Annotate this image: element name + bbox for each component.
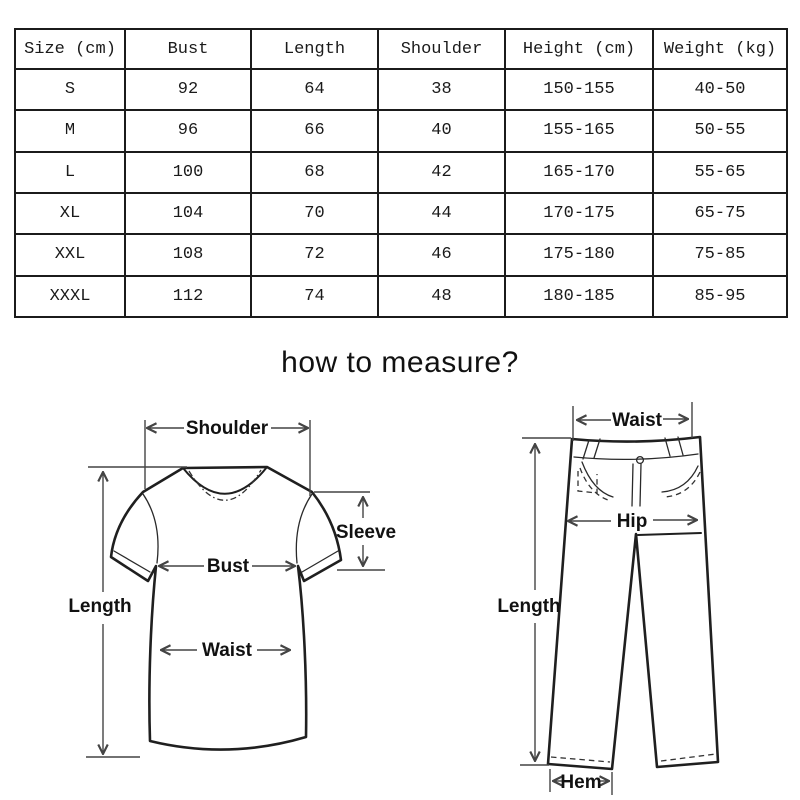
size-cell: 70: [251, 193, 378, 234]
pants-length-label: Length: [497, 596, 561, 617]
table-row-s: [15, 69, 787, 110]
size-cell: 180-185: [505, 276, 653, 317]
sleeve-label: Sleeve: [335, 522, 397, 543]
size-cell: 66: [251, 110, 378, 151]
size-cell: 112: [125, 276, 251, 317]
size-cell: 38: [378, 69, 505, 110]
size-cell: 64: [251, 69, 378, 110]
pocket-right: [662, 466, 698, 492]
column-header-weight: Weight (kg): [653, 29, 787, 69]
crotch-seam: [638, 533, 701, 535]
size-cell: S: [15, 69, 125, 110]
size-cell: 68: [251, 152, 378, 193]
size-cell: L: [15, 152, 125, 193]
size-cell: 85-95: [653, 276, 787, 317]
column-header-bust: Bust: [125, 29, 251, 69]
size-cell: 92: [125, 69, 251, 110]
size-cell: 72: [251, 234, 378, 275]
size-cell: XXXL: [15, 276, 125, 317]
size-cell: XL: [15, 193, 125, 234]
size-cell: 175-180: [505, 234, 653, 275]
table-row-xxxl: [15, 276, 787, 317]
pocket-left-stitch: [580, 468, 611, 501]
size-cell: XXL: [15, 234, 125, 275]
hem-stitch-right: [661, 754, 716, 761]
size-cell: 42: [378, 152, 505, 193]
measurement-diagram: [0, 390, 800, 800]
size-cell: 46: [378, 234, 505, 275]
header-row: [15, 29, 787, 69]
size-cell: 75-85: [653, 234, 787, 275]
column-header-size: Size (cm): [15, 29, 125, 69]
table-row-xxl: [15, 234, 787, 275]
size-cell: 96: [125, 110, 251, 151]
hem-label: Hem: [560, 772, 602, 793]
sleeve-seam-right: [296, 494, 312, 563]
hip-label: Hip: [616, 511, 648, 532]
pants-annotations: [497, 402, 697, 795]
fly-stitch: [632, 464, 641, 506]
waist-label: Waist: [202, 640, 252, 661]
size-cell: 150-155: [505, 69, 653, 110]
hem-stitch-left: [551, 757, 610, 762]
size-cell: 155-165: [505, 110, 653, 151]
column-header-height: Height (cm): [505, 29, 653, 69]
size-cell: M: [15, 110, 125, 151]
tshirt-outline: [111, 467, 341, 750]
length-label: Length: [68, 596, 132, 617]
button: [637, 457, 644, 464]
bust-label: Bust: [206, 556, 250, 577]
size-cell: 100: [125, 152, 251, 193]
size-cell: 55-65: [653, 152, 787, 193]
column-header-length: Length: [251, 29, 378, 69]
size-cell: 170-175: [505, 193, 653, 234]
size-chart-table: [14, 28, 788, 318]
size-cell: 44: [378, 193, 505, 234]
size-cell: 74: [251, 276, 378, 317]
size-cell: 40-50: [653, 69, 787, 110]
size-cell: 50-55: [653, 110, 787, 151]
shoulder-label: Shoulder: [185, 418, 269, 439]
tshirt-annotations: [68, 418, 396, 757]
table-row-m: [15, 110, 787, 151]
table-row-xl: [15, 193, 787, 234]
section-title: how to measure?: [281, 346, 519, 379]
waistband-seam: [574, 454, 698, 459]
size-cell: 165-170: [505, 152, 653, 193]
cuff-seam-right: [302, 551, 338, 572]
tshirt-figure: [111, 467, 341, 750]
size-cell: 104: [125, 193, 251, 234]
size-cell: 48: [378, 276, 505, 317]
table-row-l: [15, 152, 787, 193]
pants-figure: [548, 437, 718, 769]
column-header-shoulder: Shoulder: [378, 29, 505, 69]
sleeve-seam-left: [143, 494, 158, 563]
size-cell: 108: [125, 234, 251, 275]
size-cell: 65-75: [653, 193, 787, 234]
size-cell: 40: [378, 110, 505, 151]
pants-waist-label: Waist: [612, 410, 662, 431]
